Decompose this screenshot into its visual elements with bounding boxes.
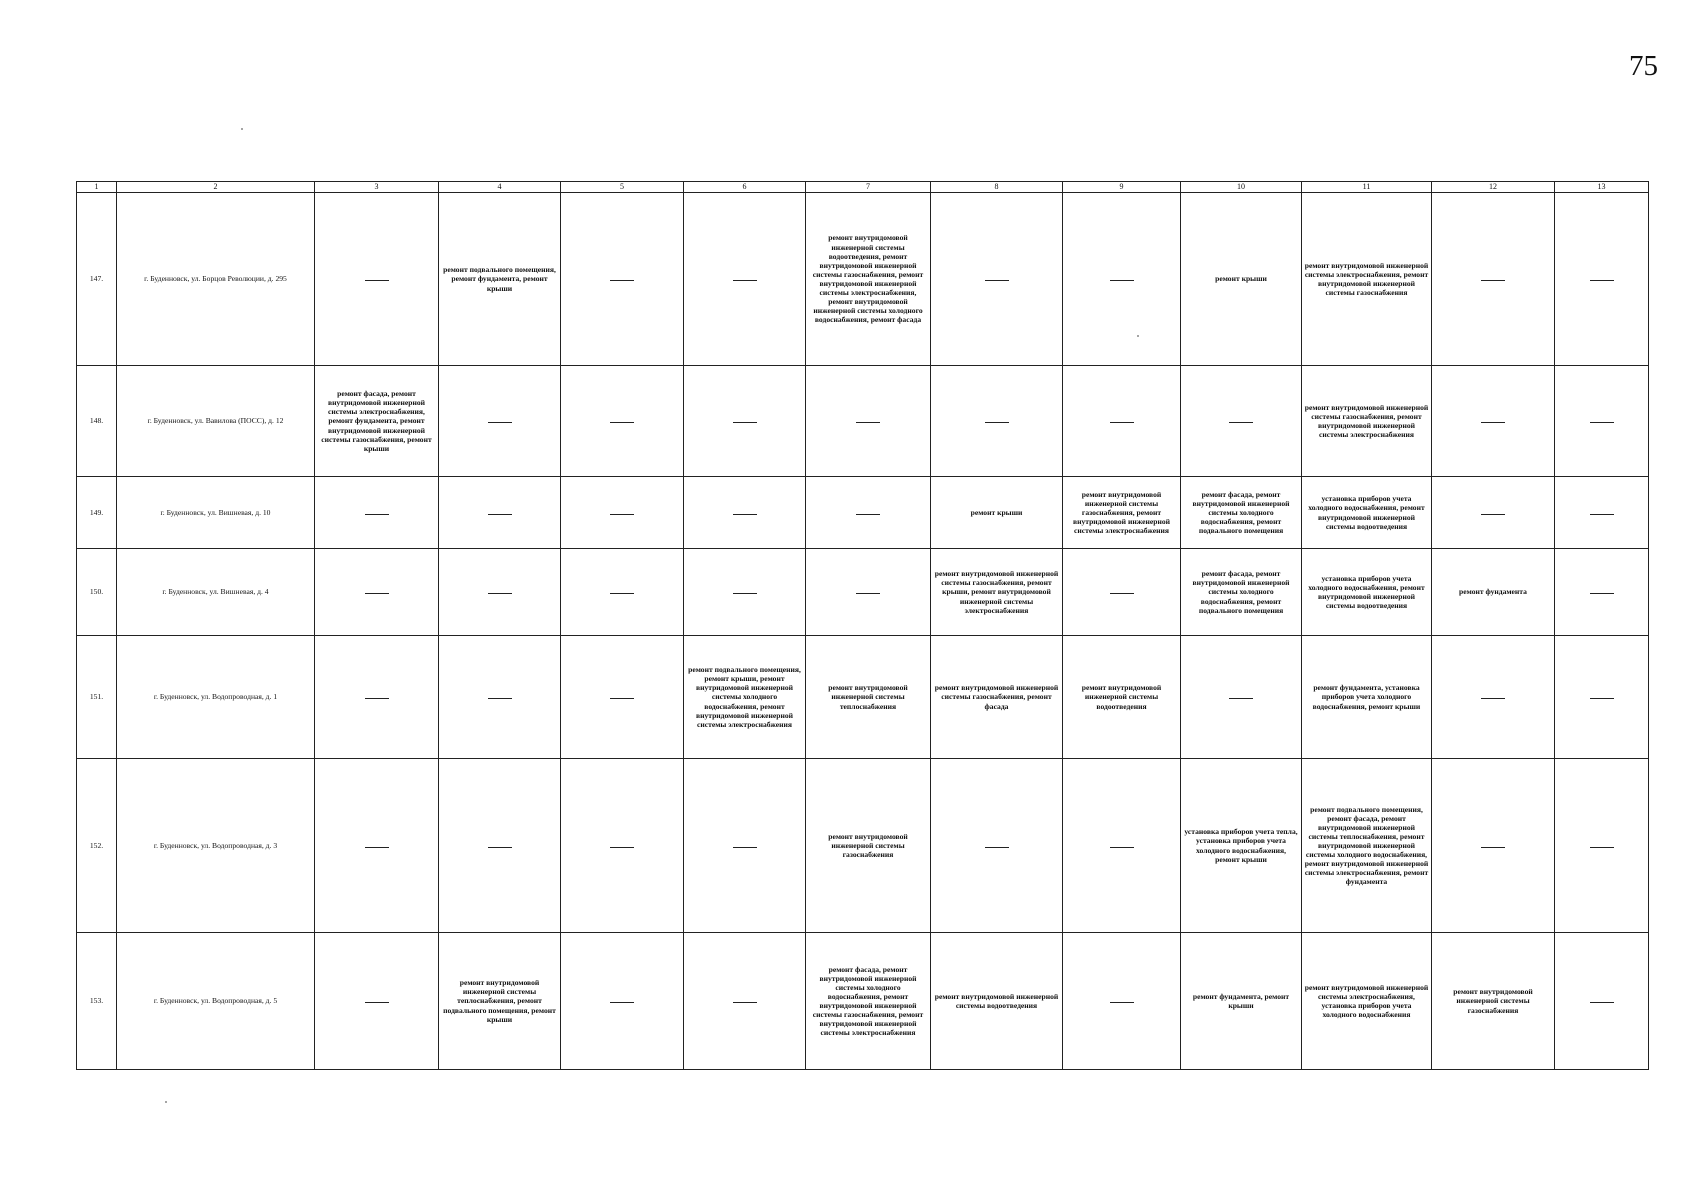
empty-cell	[561, 636, 684, 759]
empty-cell	[1063, 549, 1181, 636]
row-number: 153.	[77, 933, 117, 1070]
dash-mark	[1590, 422, 1614, 423]
empty-cell	[561, 549, 684, 636]
dash-mark	[488, 514, 512, 515]
empty-cell	[1063, 193, 1181, 366]
work-list-cell: ремонт внутридомовой инженерной системы водоотведения, ремонт внутридомовой инженерной системы газоснабжения, ремонт внутридомовой инженерной системы электроснабжения, ремонт внутридомовой инженерной системы холодного водоснабжения, ремонт фасада	[806, 193, 931, 366]
empty-cell	[684, 933, 806, 1070]
dash-mark	[488, 847, 512, 848]
work-list-cell: ремонт внутридомовой инженерной системы газоснабжения, ремонт крыши, ремонт внутридомовой инженерной системы электроснабжения	[931, 549, 1063, 636]
empty-cell	[439, 549, 561, 636]
column-header: 9	[1063, 182, 1181, 193]
empty-cell	[561, 759, 684, 933]
work-list-cell: ремонт подвального помещения, ремонт фундамента, ремонт крыши	[439, 193, 561, 366]
column-header: 13	[1555, 182, 1649, 193]
empty-cell	[315, 636, 439, 759]
table-row	[77, 759, 1649, 933]
column-header: 7	[806, 182, 931, 193]
empty-cell	[1432, 759, 1555, 933]
work-list-cell: ремонт внутридомовой инженерной системы теплоснабжения, ремонт подвального помещения, ремонт крыши	[439, 933, 561, 1070]
scan-speck	[241, 128, 243, 130]
work-list-cell: ремонт фундамента, установка приборов учета холодного водоснабжения, ремонт крыши	[1302, 636, 1432, 759]
work-list-cell: ремонт подвального помещения, ремонт крыши, ремонт внутридомовой инженерной системы холодного водоснабжения, ремонт внутридомовой инженерной системы электроснабжения	[684, 636, 806, 759]
address-cell: г. Буденновск, ул. Борцов Революции, д. 295	[117, 193, 315, 366]
work-list-cell: установка приборов учета тепла, установка приборов учета холодного водоснабжения, ремонт крыши	[1181, 759, 1302, 933]
dash-mark	[985, 280, 1009, 281]
dash-mark	[365, 847, 389, 848]
empty-cell	[1063, 366, 1181, 477]
dash-mark	[365, 514, 389, 515]
work-list-cell: ремонт фасада, ремонт внутридомовой инженерной системы холодного водоснабжения, ремонт внутридомовой инженерной системы газоснабжения, ремонт внутридомовой инженерной системы электроснабжения	[806, 933, 931, 1070]
dash-mark	[1590, 1002, 1614, 1003]
empty-cell	[684, 366, 806, 477]
empty-cell	[684, 759, 806, 933]
empty-cell	[439, 477, 561, 549]
dash-mark	[365, 698, 389, 699]
column-header: 6	[684, 182, 806, 193]
column-header: 10	[1181, 182, 1302, 193]
dash-mark	[1590, 593, 1614, 594]
work-list-cell: ремонт внутридомовой инженерной системы электроснабжения, ремонт внутридомовой инженерной системы газоснабжения	[1302, 193, 1432, 366]
empty-cell	[439, 366, 561, 477]
dash-mark	[610, 698, 634, 699]
dash-mark	[1481, 698, 1505, 699]
empty-cell	[806, 366, 931, 477]
dash-mark	[1481, 514, 1505, 515]
empty-cell	[1181, 636, 1302, 759]
work-list-cell: установка приборов учета холодного водоснабжения, ремонт внутридомовой инженерной системы водоотведения	[1302, 549, 1432, 636]
row-number: 149.	[77, 477, 117, 549]
empty-cell	[1063, 933, 1181, 1070]
work-list-cell: установка приборов учета холодного водоснабжения, ремонт внутридомовой инженерной системы водоотведения	[1302, 477, 1432, 549]
dash-mark	[1481, 422, 1505, 423]
dash-mark	[1110, 847, 1134, 848]
empty-cell	[1555, 636, 1649, 759]
table-row	[77, 933, 1649, 1070]
table-row	[77, 636, 1649, 759]
dash-mark	[488, 422, 512, 423]
empty-cell	[439, 636, 561, 759]
table-row	[77, 366, 1649, 477]
work-list-cell: ремонт внутридомовой инженерной системы водоотведения	[1063, 636, 1181, 759]
dash-mark	[733, 1002, 757, 1003]
empty-cell	[684, 477, 806, 549]
row-number: 152.	[77, 759, 117, 933]
dash-mark	[488, 698, 512, 699]
dash-mark	[1110, 280, 1134, 281]
dash-mark	[985, 422, 1009, 423]
empty-cell	[1555, 193, 1649, 366]
dash-mark	[610, 847, 634, 848]
empty-cell	[1063, 759, 1181, 933]
dash-mark	[610, 280, 634, 281]
empty-cell	[561, 193, 684, 366]
repair-schedule-table	[76, 181, 1649, 1070]
dash-mark	[488, 593, 512, 594]
dash-mark	[610, 1002, 634, 1003]
table-body	[77, 182, 1649, 1070]
empty-cell	[1555, 759, 1649, 933]
dash-mark	[1590, 280, 1614, 281]
work-list-cell: ремонт подвального помещения, ремонт фасада, ремонт внутридомовой инженерной системы теплоснабжения, ремонт внутридомовой инженерной системы холодного водоснабжения, ремонт внутридомовой инженерной системы электроснабжения, ремонт фундамента	[1302, 759, 1432, 933]
address-cell: г. Буденновск, ул. Водопроводная, д. 1	[117, 636, 315, 759]
dash-mark	[856, 514, 880, 515]
table-row	[77, 477, 1649, 549]
table-row	[77, 193, 1649, 366]
dash-mark	[733, 593, 757, 594]
work-list-cell: ремонт фундамента, ремонт крыши	[1181, 933, 1302, 1070]
column-header: 12	[1432, 182, 1555, 193]
address-cell: г. Буденновск, ул. Вишневая, д. 10	[117, 477, 315, 549]
empty-cell	[315, 933, 439, 1070]
column-header: 2	[117, 182, 315, 193]
column-header: 1	[77, 182, 117, 193]
dash-mark	[610, 514, 634, 515]
empty-cell	[315, 549, 439, 636]
work-list-cell: ремонт внутридомовой инженерной системы водоотведения	[931, 933, 1063, 1070]
dash-mark	[1590, 514, 1614, 515]
address-cell: г. Буденновск, ул. Водопроводная, д. 3	[117, 759, 315, 933]
column-header: 11	[1302, 182, 1432, 193]
column-header: 4	[439, 182, 561, 193]
empty-cell	[1555, 549, 1649, 636]
empty-cell	[1432, 366, 1555, 477]
dash-mark	[1110, 1002, 1134, 1003]
row-number: 150.	[77, 549, 117, 636]
work-list-cell: ремонт фасада, ремонт внутридомовой инженерной системы электроснабжения, ремонт фундамента, ремонт внутридомовой инженерной системы газоснабжения, ремонт крыши	[315, 366, 439, 477]
dash-mark	[985, 847, 1009, 848]
empty-cell	[315, 759, 439, 933]
empty-cell	[1555, 477, 1649, 549]
dash-mark	[733, 422, 757, 423]
empty-cell	[806, 549, 931, 636]
work-list-cell: ремонт фасада, ремонт внутридомовой инженерной системы холодного водоснабжения, ремонт подвального помещения	[1181, 477, 1302, 549]
empty-cell	[684, 549, 806, 636]
empty-cell	[684, 193, 806, 366]
dash-mark	[365, 280, 389, 281]
work-list-cell: ремонт внутридомовой инженерной системы электроснабжения, установка приборов учета холодного водоснабжения	[1302, 933, 1432, 1070]
work-list-cell: ремонт фундамента	[1432, 549, 1555, 636]
row-number: 151.	[77, 636, 117, 759]
dash-mark	[610, 593, 634, 594]
page-number: 75	[1629, 50, 1658, 82]
dash-mark	[1110, 593, 1134, 594]
dash-mark	[856, 593, 880, 594]
dash-mark	[1590, 698, 1614, 699]
empty-cell	[806, 477, 931, 549]
address-cell: г. Буденновск, ул. Вавилова (ПОСС), д. 12	[117, 366, 315, 477]
empty-cell	[1432, 193, 1555, 366]
dash-mark	[1481, 280, 1505, 281]
column-number-row	[77, 182, 1649, 193]
work-list-cell: ремонт внутридомовой инженерной системы газоснабжения	[1432, 933, 1555, 1070]
dash-mark	[1229, 422, 1253, 423]
dash-mark	[1481, 847, 1505, 848]
empty-cell	[1555, 933, 1649, 1070]
work-list-cell: ремонт внутридомовой инженерной системы газоснабжения, ремонт фасада	[931, 636, 1063, 759]
empty-cell	[561, 477, 684, 549]
work-list-cell: ремонт внутридомовой инженерной системы газоснабжения, ремонт внутридомовой инженерной системы электроснабжения	[1302, 366, 1432, 477]
dash-mark	[1229, 698, 1253, 699]
empty-cell	[931, 759, 1063, 933]
dash-mark	[733, 280, 757, 281]
address-cell: г. Буденновск, ул. Водопроводная, д. 5	[117, 933, 315, 1070]
empty-cell	[931, 193, 1063, 366]
empty-cell	[439, 759, 561, 933]
table-row	[77, 549, 1649, 636]
empty-cell	[931, 366, 1063, 477]
empty-cell	[561, 933, 684, 1070]
work-list-cell: ремонт внутридомовой инженерной системы газоснабжения	[806, 759, 931, 933]
work-list-cell: ремонт внутридомовой инженерной системы газоснабжения, ремонт внутридомовой инженерной системы электроснабжения	[1063, 477, 1181, 549]
work-list-cell: ремонт крыши	[931, 477, 1063, 549]
column-header: 5	[561, 182, 684, 193]
column-header: 8	[931, 182, 1063, 193]
work-list-cell: ремонт крыши	[1181, 193, 1302, 366]
work-list-cell: ремонт внутридомовой инженерной системы теплоснабжения	[806, 636, 931, 759]
column-header: 3	[315, 182, 439, 193]
dash-mark	[610, 422, 634, 423]
row-number: 147.	[77, 193, 117, 366]
dash-mark	[733, 514, 757, 515]
dash-mark	[1590, 847, 1614, 848]
empty-cell	[1432, 636, 1555, 759]
empty-cell	[315, 477, 439, 549]
dash-mark	[1110, 422, 1134, 423]
dash-mark	[365, 593, 389, 594]
empty-cell	[561, 366, 684, 477]
row-number: 148.	[77, 366, 117, 477]
address-cell: г. Буденновск, ул. Вишневая, д. 4	[117, 549, 315, 636]
dash-mark	[733, 847, 757, 848]
work-list-cell: ремонт фасада, ремонт внутридомовой инженерной системы холодного водоснабжения, ремонт подвального помещения	[1181, 549, 1302, 636]
dash-mark	[365, 1002, 389, 1003]
empty-cell	[315, 193, 439, 366]
empty-cell	[1432, 477, 1555, 549]
scan-speck	[165, 1101, 167, 1103]
empty-cell	[1181, 366, 1302, 477]
empty-cell	[1555, 366, 1649, 477]
dash-mark	[856, 422, 880, 423]
